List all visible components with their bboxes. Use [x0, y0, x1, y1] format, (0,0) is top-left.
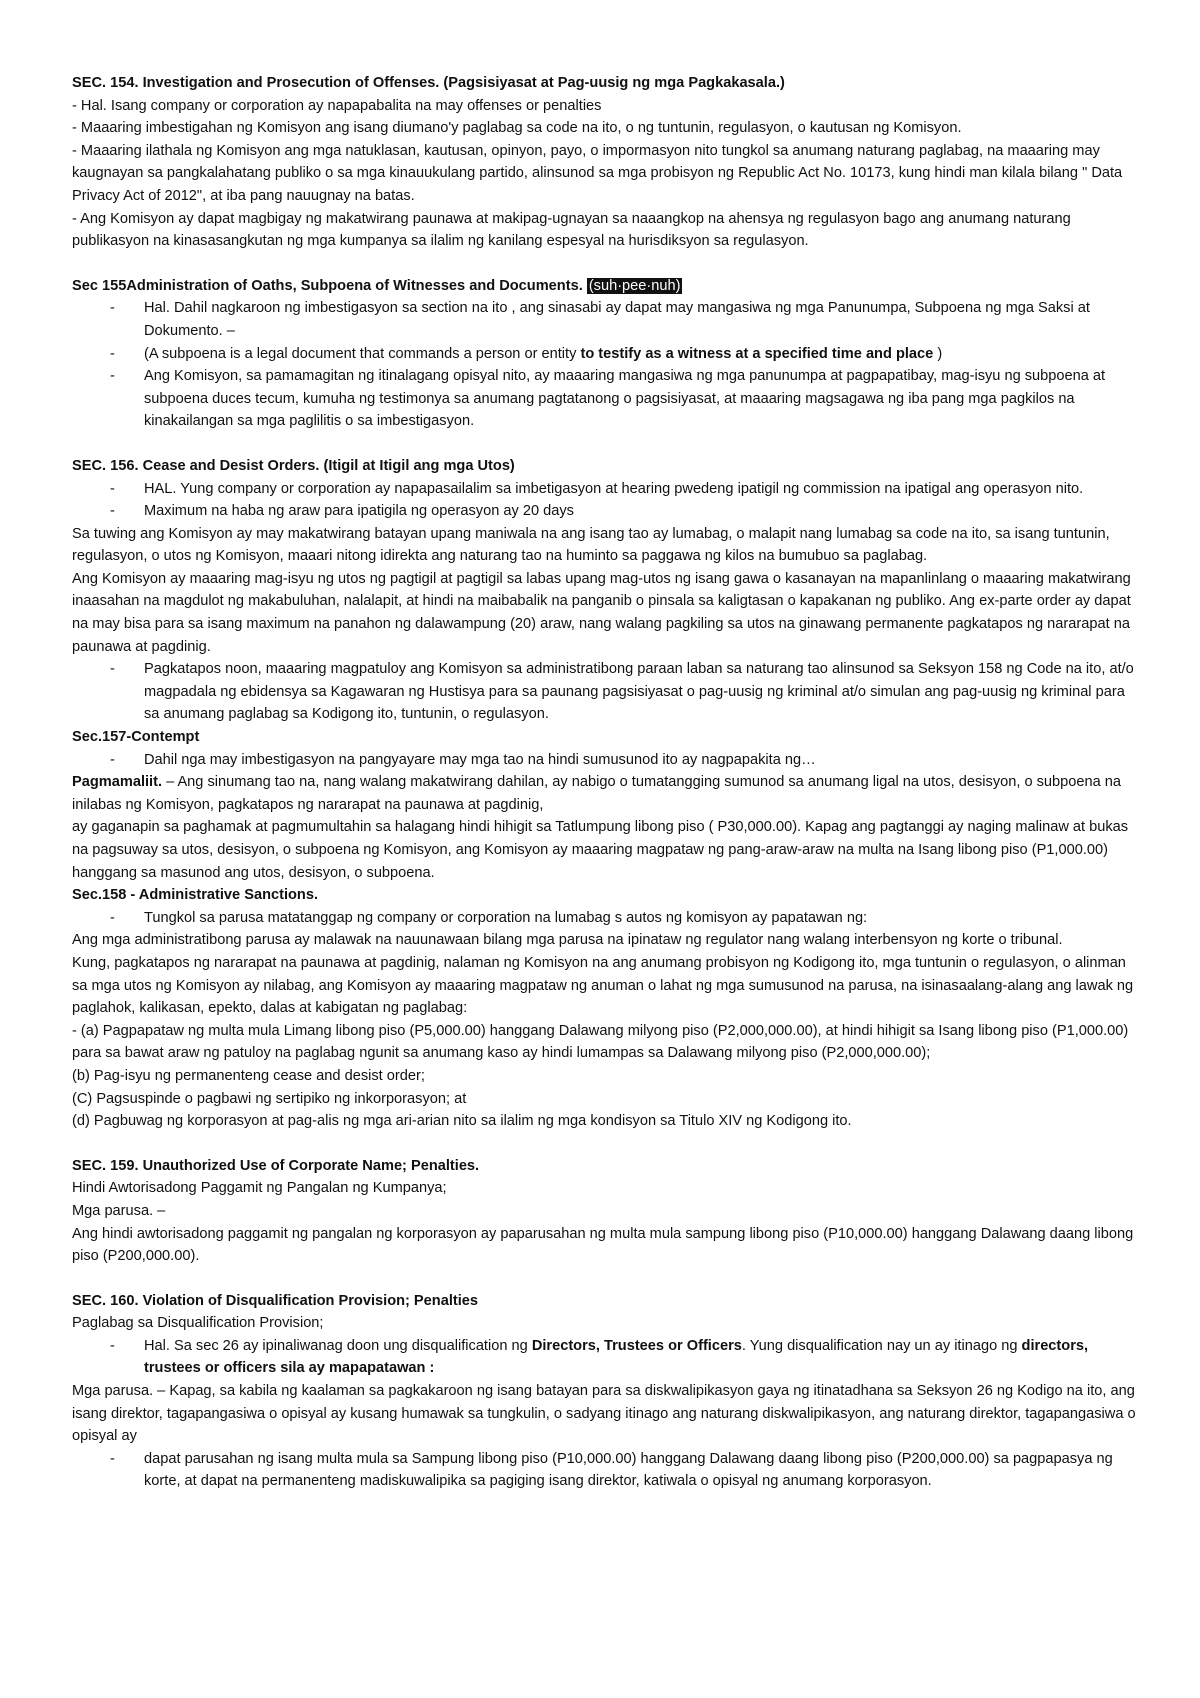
list-item: - dapat parusahan ng isang multa mula sa Sampung libong piso (P10,000.00) hanggang Dalawang daang libong piso (P200,000.00) sa pagpapasya ng korte, at dapat na permanenteng madiskuwalipika sa pagiging isang direktor, katiwala o opisyal ng anumang korporasyon.: [72, 1448, 1142, 1493]
section-155: [72, 275, 1142, 433]
section-159-line: Hindi Awtorisadong Paggamit ng Pangalan ng Kumpanya;: [72, 1180, 447, 1197]
bullet-text: (A subpoena is a legal document that commands a person or entity: [144, 345, 581, 362]
section-156-list: [72, 478, 1142, 523]
section-157-lead: [72, 771, 1142, 816]
section-154-line: - Hal. Isang company or corporation ay napapabalita na may offenses or penalties: [72, 97, 602, 114]
list-item: [72, 343, 1142, 366]
section-157-lead-bold: Pagmamaliit.: [72, 774, 163, 791]
spacer: [72, 253, 1142, 275]
bullet-bold-text: sila ay mapapatawan :: [276, 1360, 435, 1377]
section-154-heading: SEC. 154. Investigation and Prosecution of Offenses. (Pagsisiyasat at Pag-uusig ng mga Pagkakasala.): [72, 75, 785, 91]
section-154: [72, 72, 1142, 253]
section-160-subheading: Paglabag sa Disqualification Provision;: [72, 1315, 324, 1332]
section-159-heading: SEC. 159. Unauthorized Use of Corporate Name; Penalties.: [72, 1157, 480, 1174]
spacer: [72, 433, 1142, 455]
bullet-bold-text: to testify as a witness at a specified time and place: [580, 345, 934, 362]
section-160-list: [72, 1335, 1142, 1380]
section-158-heading: Sec.158 - Administrative Sanctions.: [72, 887, 319, 904]
section-155-list: [72, 297, 1142, 433]
section-155-heading-line: [72, 275, 1142, 298]
sanction-item: - (a) Pagpapataw ng multa mula Limang libong piso (P5,000.00) hanggang Dalawang milyong piso (P2,000,000.00), at hindi hihigit sa Isang libong piso (P1,000.00) para sa bawat araw ng patuloy na paglabag ngunit sa anumang kaso ay hindi lumampas sa Dalawang milyong piso (P2,000,000.00);: [72, 1022, 1129, 1062]
section-155-heading: Sec 155Administration of Oaths, Subpoena of Witnesses and Documents.: [72, 277, 583, 294]
spacer: [72, 1133, 1142, 1155]
section-157-paragraph: ay gaganapin sa paghamak at pagmumultahin sa halagang hindi hihigit sa Tatlumpung libong piso ( P30,000.00). Kapag ang pagtanggi ay naging malinaw at bukas na pagsuway sa utos, desisyon, o subpoena ng Komisyon, ang Komisyon ay maaaring magpataw ng pang-araw-araw na multa na Isang libong piso (P1,000.00) hanggang sa masunod ang utos, desisyon, o subpoena.: [72, 819, 1129, 881]
bullet-text: Hal. Sa sec 26 ay ipinaliwanag doon ung disqualification ng: [144, 1337, 532, 1354]
bullet-bold-text: directors, trustees or officers: [144, 1337, 1089, 1377]
sanction-item: (b) Pag-isyu ng permanenteng cease and desist order;: [72, 1067, 425, 1084]
section-160: [72, 1290, 1142, 1493]
section-158: [72, 884, 1142, 1133]
section-156: [72, 455, 1142, 726]
section-156-heading: SEC. 156. Cease and Desist Orders. (Itigil at Itigil ang mga Utos): [72, 457, 515, 474]
bullet-text: . Yung disqualification nay un ay itinago ng: [741, 1337, 1022, 1354]
list-item: - HAL. Yung company or corporation ay napapasailalim sa imbetigasyon at hearing pwedeng ipatigil ng commission na ipatigal ang operasyon nito.: [72, 478, 1142, 501]
section-159-line: Mga parusa. –: [72, 1202, 166, 1219]
bullet-text: ): [933, 345, 943, 362]
section-156-list-2: [72, 658, 1142, 726]
sanction-item: (d) Pagbuwag ng korporasyon at pag-alis ng mga ari-arian nito sa ilalim ng mga kondisyon sa Titulo XIV ng Kodigong ito.: [72, 1113, 852, 1130]
section-157-lead-text: – Ang sinumang tao na, nang walang makatwirang dahilan, ay nabigo o tumatangging sumunod sa anumang ligal na utos, desisyon, o subpoena na inilabas ng Komisyon, pagkatapos ng nararapat na paunawa at pagdinig,: [72, 774, 1122, 813]
section-160-list-2: [72, 1448, 1142, 1493]
section-160-paragraph: Mga parusa. – Kapag, sa kabila ng kaalaman sa pagkakaroon ng isang batayan para sa diskwalipikasyon gaya ng itinatadhana sa Seksyon 26 ng Kodigo na ito, ang isang direktor, tagapangasiwa o opisyal ay kusang humawak sa tungkulin, o sadyang itinago ang naturang diskwalipikasyon, ang naturang direktor, tagapangasiwa o opisyal ay: [72, 1383, 1136, 1445]
pronunciation-highlight: (suh·pee·nuh): [588, 277, 681, 294]
section-159-line: Ang hindi awtorisadong paggamit ng pangalan ng korporasyon ay paparusahan ng multa mula sampung libong piso (P10,000.00) hanggang Dalawang daang libong piso (P200,000.00).: [72, 1225, 1134, 1265]
section-159: [72, 1155, 1142, 1268]
bullet-bold-text: Directors, Trustees or Officers: [531, 1337, 742, 1354]
section-154-line: - Ang Komisyon ay dapat magbigay ng makatwirang paunawa at makipag-ugnayan sa naaangkop na ahensya ng regulasyon bago ang anumang naturang publikasyon na kinasasangkutan ng mga kumpanya sa ilalim ng kanilang espesyal na hurisdiksyon sa regulasyon.: [72, 210, 1071, 250]
section-157: [72, 726, 1142, 884]
list-item: - Tungkol sa parusa matatanggap ng company or corporation na lumabag s autos ng komisyon ay papatawan ng:: [72, 907, 1142, 930]
section-158-paragraph: Kung, pagkatapos ng nararapat na paunawa at pagdinig, nalaman ng Komisyon na ang anumang probisyon ng Kodigong ito, mga tuntunin o regulasyon, o alinman sa mga utos ng Komisyon ay nilabag, ang Komisyon ay maaaring magpataw ng anuman o lahat ng mga sumusunod na parusa, na isinasaalang-alang ang lawak ng paglahok, kalikasan, epekto, dalas at kabigatan ng paglabag:: [72, 954, 1134, 1017]
section-157-heading: Sec.157-Contempt: [72, 729, 200, 746]
section-156-paragraph: Ang Komisyon ay maaaring mag-isyu ng utos ng pagtigil at pagtigil sa labas upang mag-utos ng isang gawa o kasanayan na mapanlinlang o maaaring makatwirang inaasahan na magdulot ng makabuluhan, nalalapit, at hindi na maibabalik na panganib o pinsala sa kaligtasan o kapakanan ng publiko. Ang ex-parte order ay dapat na may bisa para sa isang maximum na panahon ng dalawampung (20) araw, nang walang pagkiling sa utos na ginawang permanente pagkatapos ng nararapat na paunawa at pagdinig.: [72, 570, 1131, 655]
list-item: [72, 1335, 1142, 1380]
section-154-line: - Maaaring imbestigahan ng Komisyon ang isang diumano'y paglabag sa code na ito, o ng tuntunin, regulasyon, o kautusan ng Komisyon.: [72, 120, 962, 137]
section-156-paragraph: Sa tuwing ang Komisyon ay may makatwirang batayan upang maniwala na ang isang tao ay lumabag, o malapit nang lumabag sa code na ito, sa isang tuntunin, regulasyon, o utos ng Komisyon, maaari nitong idirekta ang naturang tao na huminto sa paggawa ng kilos na bumubuo sa paglabag.: [72, 525, 1110, 565]
section-157-list: [72, 749, 1142, 772]
list-item: - Ang Komisyon, sa pamamagitan ng itinalagang opisyal nito, ay maaaring mangasiwa ng mga panunumpa at pagpapatibay, mag-isyu ng subpoena at subpoena duces tecum, kumuha ng testimonya sa anumang pagtatanong o pagsisiyasat, at maaaring magsagawa ng iba pang mga pagkilos na kinakailangan sa mga paglilitis o sa imbestigasyon.: [72, 365, 1142, 433]
spacer: [72, 1268, 1142, 1290]
section-154-line: - Maaaring ilathala ng Komisyon ang mga natuklasan, kautusan, opinyon, payo, o impormasyon nito tungkol sa anumang naturang paglabag, na maaaring may kaugnayan sa pangkalahatang publiko o sa mga kinauukulang partido, alinsunod sa mga probisyon ng Republic Act No. 10173, kung hindi man kilala bilang " Data Privacy Act of 2012", at iba pang nauugnay na batas.: [72, 142, 1123, 204]
list-item: - Pagkatapos noon, maaaring magpatuloy ang Komisyon sa administratibong paraan laban sa naturang tao alinsunod sa Seksyon 158 ng Code na ito, at/o magpadala ng ebidensya sa Kagawaran ng Hustisya para sa paunang pagsisiyasat o pag-uusig ng kriminal at/o simulan ang pag-uusig ng kriminal para sa anumang paglabag sa Kodigong ito, tuntunin, o regulasyon.: [72, 658, 1142, 726]
section-158-paragraph: Ang mga administratibong parusa ay malawak na nauunawaan bilang mga parusa na ipinataw ng regulator nang walang interbensyon ng korte o tribunal.: [72, 932, 1063, 949]
section-158-list: [72, 907, 1142, 930]
sanction-item: (C) Pagsuspinde o pagbawi ng sertipiko ng inkorporasyon; at: [72, 1090, 467, 1107]
section-160-heading: SEC. 160. Violation of Disqualification Provision; Penalties: [72, 1292, 479, 1309]
list-item: - Dahil nga may imbestigasyon na pangyayare may mga tao na hindi sumusunod ito ay nagpapakita ng…: [72, 749, 1142, 772]
document-page: [72, 72, 1142, 1493]
list-item: - Hal. Dahil nagkaroon ng imbestigasyon sa section na ito , ang sinasabi ay dapat may mangasiwa ng mga Panunumpa, Subpoena ng mga Saksi at Dokumento. –: [72, 297, 1142, 342]
list-item: - Maximum na haba ng araw para ipatigila ng operasyon ay 20 days: [72, 500, 1142, 523]
